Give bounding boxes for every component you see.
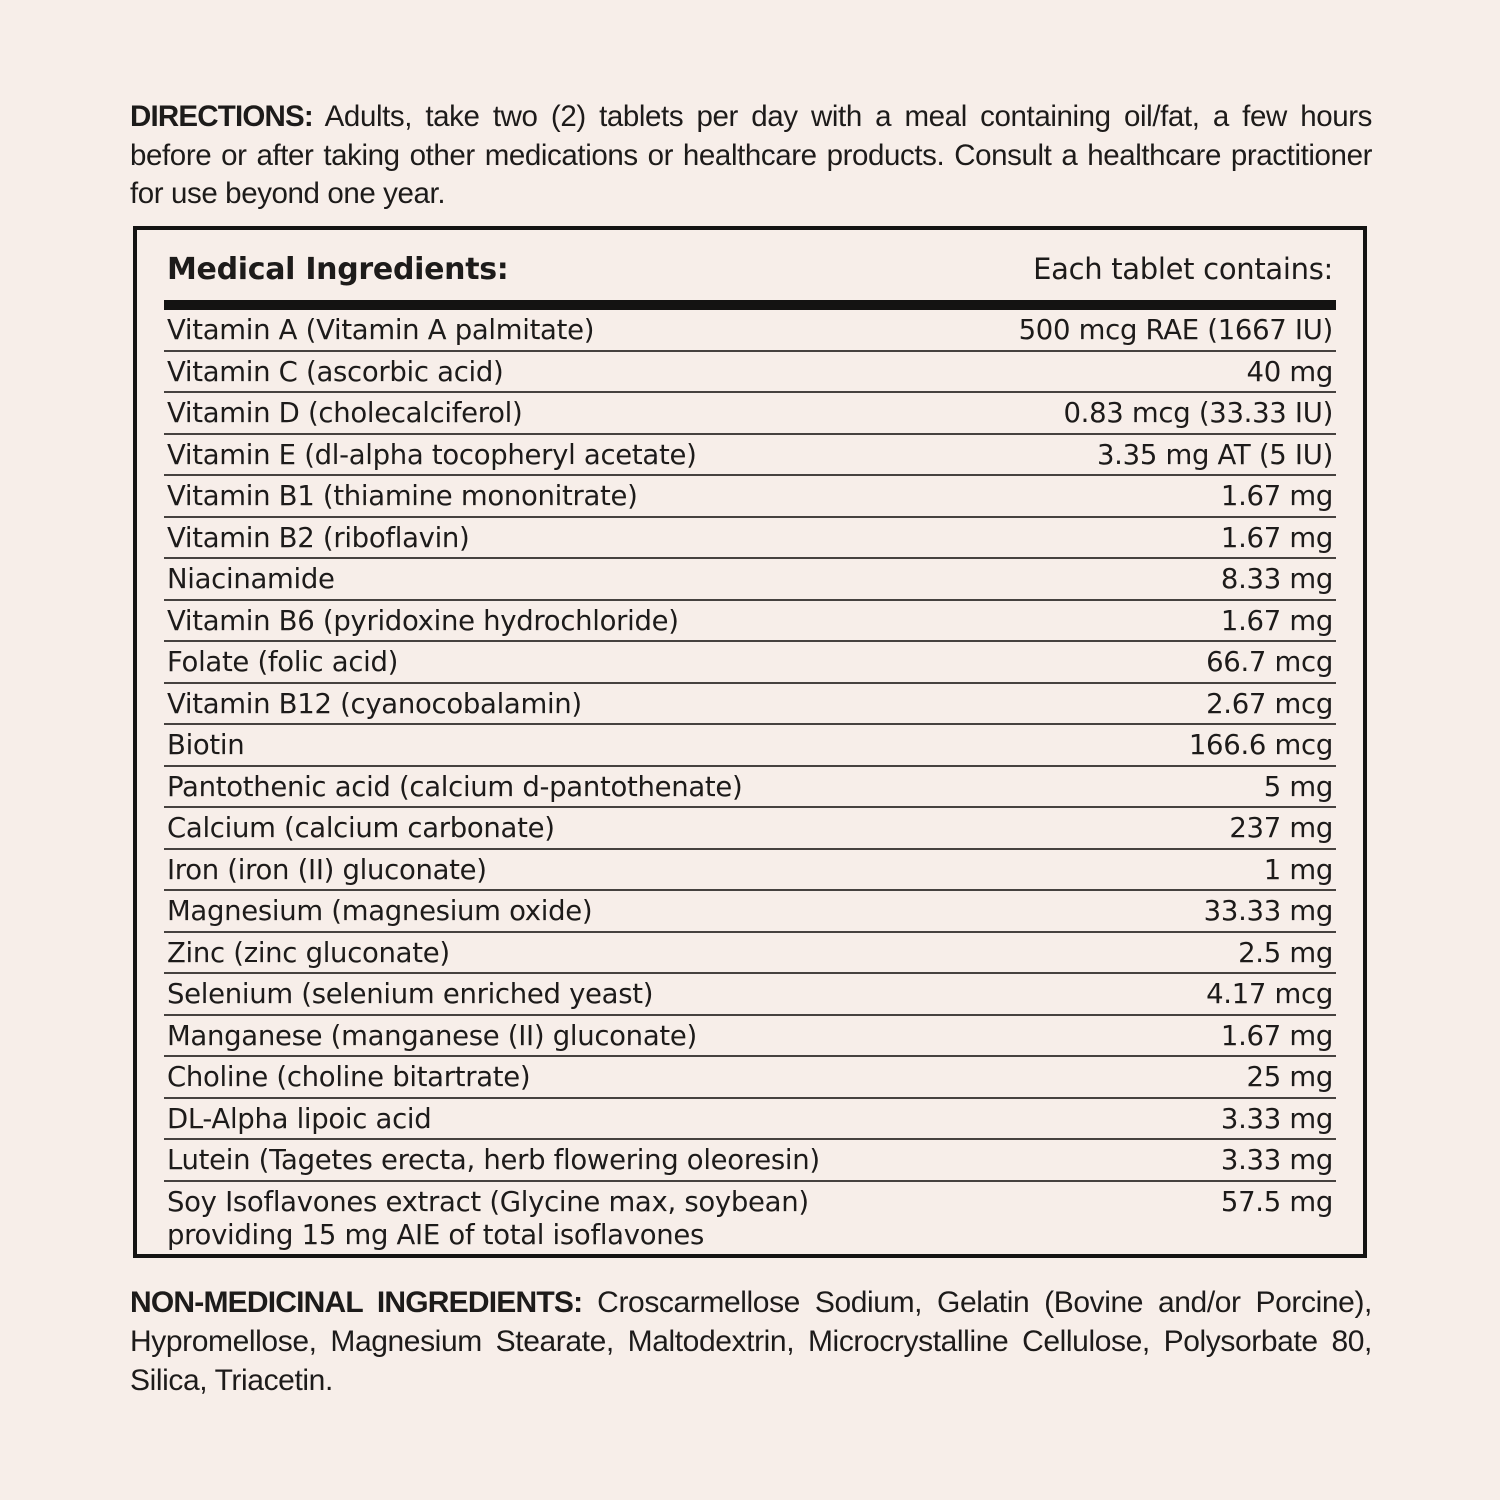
- ingredient-amount: 2.67 mcg: [1206, 687, 1333, 720]
- ingredient-name: Zinc (zinc gluconate): [167, 936, 450, 969]
- table-row: [164, 435, 1336, 477]
- ingredient-amount: 1.67 mg: [1220, 1019, 1333, 1052]
- table-row: [164, 1140, 1336, 1182]
- ingredient-name: Pantothenic acid (calcium d-pantothenate): [167, 770, 743, 803]
- ingredient-amount: 3.35 mg AT (5 IU): [1096, 438, 1333, 471]
- ingredient-amount: 33.33 mg: [1203, 895, 1333, 927]
- table-row: [164, 518, 1336, 560]
- table-row: [164, 1099, 1336, 1141]
- table-row: [164, 1057, 1336, 1099]
- ingredient-name: Choline (choline bitartrate): [167, 1061, 531, 1093]
- ingredient-name: Vitamin C (ascorbic acid): [167, 355, 504, 388]
- ingredient-amount: 166.6 mcg: [1188, 729, 1333, 761]
- ingredient-name: Vitamin B1 (thiamine mononitrate): [167, 480, 638, 512]
- ingredient-name: Biotin: [167, 729, 245, 761]
- ingredient-amount: 500 mcg RAE (1667 IU): [1018, 314, 1333, 346]
- table-row: [164, 684, 1336, 726]
- table-row: [164, 310, 1336, 352]
- table-row: [164, 767, 1336, 809]
- ingredients-table: [164, 310, 1336, 1255]
- directions-label: DIRECTIONS:: [130, 100, 313, 133]
- ingredient-name: Folate (folic acid): [167, 646, 399, 678]
- ingredient-amount: 40 mg: [1246, 355, 1333, 388]
- medical-ingredients-panel: [133, 226, 1367, 1258]
- non-medicinal-text: Croscarmellose Sodium, Gelatin (Bovine and/or Porcine), Hypromellose, Magnesium Stearate, Maltodextrin, Microcrystalline Cellulose, Polysorbate 80, Silica, Triacetin.: [130, 1286, 1372, 1397]
- ingredient-name: Vitamin A (Vitamin A palmitate): [167, 314, 595, 346]
- medical-ingredients-title: Medical Ingredients:: [167, 252, 509, 287]
- panel-header: [164, 250, 1336, 287]
- directions-text: Adults, take two (2) tablets per day with a meal containing oil/fat, a few hours before or after taking other medications or healthcare products. Consult a healthcare practitioner for use beyond one year.: [130, 100, 1372, 210]
- ingredient-name: Manganese (manganese (II) gluconate): [167, 1019, 697, 1052]
- each-tablet-contains-label: Each tablet contains:: [1033, 252, 1333, 286]
- ingredient-amount: 0.83 mcg (33.33 IU): [1063, 397, 1333, 429]
- ingredient-name: Calcium (calcium carbonate): [167, 812, 555, 844]
- table-row: [164, 1182, 1336, 1255]
- ingredient-name: Vitamin B12 (cyanocobalamin): [167, 687, 582, 720]
- table-row: [164, 352, 1336, 394]
- ingredient-amount: 1.67 mg: [1220, 521, 1333, 554]
- ingredient-name: Vitamin B2 (riboflavin): [167, 521, 470, 554]
- header-rule: [164, 300, 1336, 310]
- ingredient-name: Vitamin E (dl-alpha tocopheryl acetate): [167, 438, 697, 471]
- ingredient-amount: 25 mg: [1246, 1061, 1333, 1093]
- ingredient-amount: 1 mg: [1263, 853, 1333, 886]
- ingredient-name: Niacinamide: [167, 563, 335, 595]
- table-row: [164, 850, 1336, 892]
- ingredient-amount: 5 mg: [1263, 770, 1333, 803]
- table-row: [164, 808, 1336, 850]
- ingredient-amount: 8.33 mg: [1220, 563, 1333, 595]
- table-row: [164, 725, 1336, 767]
- ingredient-amount: 3.33 mg: [1220, 1144, 1333, 1176]
- ingredient-amount: 3.33 mg: [1220, 1102, 1333, 1135]
- ingredient-name: Soy Isoflavones extract (Glycine max, soybean) providing 15 mg AIE of total isoflavones: [167, 1185, 809, 1251]
- table-row: [164, 974, 1336, 1016]
- ingredient-name: Magnesium (magnesium oxide): [167, 895, 593, 927]
- ingredient-name: Iron (iron (II) gluconate): [167, 853, 487, 886]
- ingredient-amount: 2.5 mg: [1238, 936, 1333, 969]
- table-row: [164, 393, 1336, 435]
- table-row: [164, 642, 1336, 684]
- table-row: [164, 891, 1336, 933]
- ingredient-amount: 1.67 mg: [1220, 604, 1333, 637]
- table-row: [164, 601, 1336, 643]
- ingredient-amount: 4.17 mcg: [1206, 978, 1333, 1010]
- table-row: [164, 476, 1336, 518]
- ingredient-amount: 66.7 mcg: [1206, 646, 1333, 678]
- non-medicinal-label: NON-MEDICINAL INGREDIENTS:: [130, 1286, 583, 1319]
- table-row: [164, 933, 1336, 975]
- ingredient-amount: 57.5 mg: [1220, 1185, 1333, 1218]
- ingredient-name: Selenium (selenium enriched yeast): [167, 978, 654, 1010]
- ingredient-name: Lutein (Tagetes erecta, herb flowering oleoresin): [167, 1144, 820, 1176]
- ingredient-name: Vitamin D (cholecalciferol): [167, 397, 523, 429]
- ingredient-name: DL-Alpha lipoic acid: [167, 1102, 432, 1135]
- non-medicinal-paragraph: [130, 1283, 1372, 1400]
- ingredient-amount: 1.67 mg: [1220, 480, 1333, 512]
- table-row: [164, 1016, 1336, 1058]
- directions-paragraph: [130, 98, 1372, 214]
- ingredient-amount: 237 mg: [1229, 812, 1333, 844]
- table-row: [164, 559, 1336, 601]
- ingredient-name: Vitamin B6 (pyridoxine hydrochloride): [167, 604, 679, 637]
